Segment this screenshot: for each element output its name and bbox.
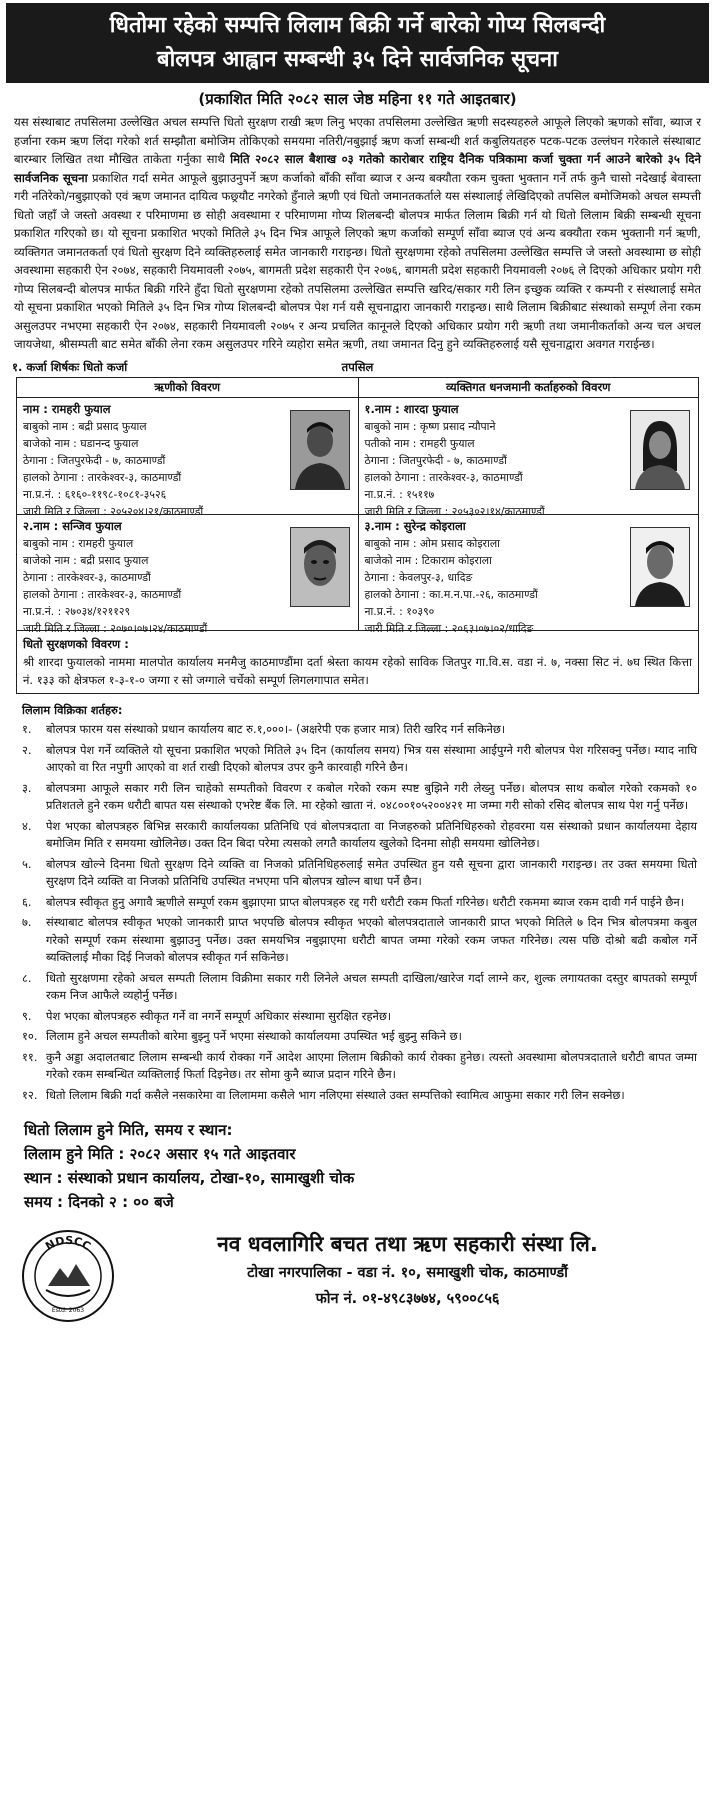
term-text: बोलपत्र पेश गर्ने व्यक्तिले यो सूचना प्रकाशित भएको मितिले ३५ दिन (कार्यालय समय) भित्र यस संस्थामा आईपुग्ने गरी बोलपत्र पेश गरिसक्नु पर्नेछ। म्याद नाघि आएको वा रित नपुगी आएको वा शर्त राखी दिएको बोलपत्र उपर कुनै कारवाही गरिने छैन। (46, 742, 697, 774)
svg-text:Estd. 2063: Estd. 2063 (51, 1307, 85, 1314)
term-number: ४. (22, 818, 32, 833)
collateral-title: धितो सुरक्षणको विवरण : (23, 636, 129, 651)
term-number: ८. (22, 970, 32, 985)
schedule-table (16, 377, 699, 694)
term-number: ६. (22, 894, 32, 909)
schedule-row-2 (17, 514, 698, 635)
publication-date: (प्रकाशित मिति २०८२ साल जेष्ठ महिना ११ गते आइतबार) (198, 90, 517, 108)
svg-text:NDSCC: NDSCC (43, 1233, 93, 1254)
term-item (22, 1028, 697, 1046)
organization-seal-logo (20, 1228, 116, 1324)
person-father: बाबुको नाम : रामहरी फुयाल (23, 536, 134, 550)
term-item (22, 914, 697, 967)
term-number: २. (22, 742, 32, 757)
person-issue-date: जारी मिति र जिल्ला : २०७०।०७।२४/काठमाण्डौं (23, 621, 208, 635)
term-text: बोलपत्र स्वीकृत हुनु अगावै ऋणीले सम्पूर्ण रकम बुझाएमा प्राप्त बोलपत्रहरु रद्द गरी धरौटी रकम फिर्ता गरिनेछ। धरौटी रकममा ब्याज रकम दावी गर्न पाईने छैन। (46, 894, 685, 909)
person-address: ठेगाना : तारकेश्वर-३, काठमाण्डौं (23, 570, 151, 584)
term-text: बोलपत्रमा आफूले सकार गरी लिन चाहेको सम्पतीको विवरण र कबोल गरेको रकम स्पष्ट बुझिने गरी लेख्नु पर्नेछ। बोलपत्र साथ कबोल गरेको रकमको १० प्रतिशतले हुने रकम धरौटी बापत यस संस्थाको एभरेष्ट बैंक लि. मा रहेको खाता नं. ०४८००१०५२००४२१ मा जम्मा गरी सोको रसिद बोलपत्र साथ पेश गर्नु पर्नेछ। (46, 780, 697, 812)
term-number: ९. (22, 1008, 32, 1023)
term-text: लिलाम हुने अचल सम्पतीको बारेमा बुझ्नु पर्ने भएमा संस्थाको कार्यालयमा उपस्थित भई बुझ्नु सकिने छ। (46, 1029, 462, 1043)
term-text: बोलपत्र खोल्ने दिनमा धितो सुरक्षण दिने व्यक्ति वा निजको प्रतिनिधिहरुलाई समेत उपस्थित हुन यसै सूचना द्वारा जानकारी गराइन्छ। तर उक्त समयमा धितो सुरक्षण दिने व्यक्ति वा निजको प्रतिनिधि उपस्थित नभएमा पनि बोलपत्र खोल्न बाधा पर्ने छैन। (46, 856, 697, 888)
organization-footer (20, 1228, 699, 1324)
person-photo (630, 527, 690, 607)
collateral-body: श्री शारदा फुयालको नाममा मालपोत कार्यालय मनमैजु काठमाण्डौंमा दर्ता श्रेस्ता कायम रहेको साविक जितपुर गा.वि.स. वडा नं. ७, नक्सा सिट नं. ७घ स्थित कित्ता नं. १३३ को क्षेत्रफल १-३-१-० जग्गा र सो जग्गाले चर्चेको सम्पूर्ण लिगलगापात समेत। (23, 654, 692, 687)
term-text: बोलपत्र फारम यस संस्थाको प्रधान कार्यालय बाट रु.१,०००।- (अक्षरेपी एक हजार मात्र) तिरी खरिद गर्न सकिनेछ। (46, 722, 506, 736)
term-number: १०. (22, 1029, 38, 1043)
person-grandfather: बाजेको नाम : टिकाराम कोइराला (364, 553, 492, 567)
person-issue-date: जारी मिति र जिल्ला : २०५२०४।२१/काठमाण्डौं (23, 504, 204, 518)
person-photo (290, 410, 350, 490)
term-item (22, 970, 697, 1005)
person-name: २.नाम : सन्जिव फुयाल (23, 518, 122, 533)
person-current-address: हालको ठेगाना : तारकेश्वर-३, काठमाण्डौं (364, 470, 523, 484)
term-item (22, 818, 697, 853)
person-photo (290, 527, 350, 607)
person-current-address: हालको ठेगाना : तारकेश्वर-३, काठमाण्डौं (23, 470, 182, 484)
person-citizenship-no: ना.प्र.नं. : १५११७ (364, 487, 435, 501)
tapsil-label: तपसिल (341, 359, 374, 374)
term-item (22, 780, 697, 815)
term-number: ७. (22, 915, 32, 929)
person-issue-date: जारी मिति र जिल्ला : २०५३०२।१४/काठमाण्डौं (364, 504, 545, 518)
header-line-2: बोलपत्र आह्वान सम्बन्धी ३५ दिने सार्वजनिक सूचना (157, 47, 558, 72)
terms-list (22, 721, 697, 1104)
person-address: ठेगाना : जितपुरफेदी - ७, काठमाण्डौं (23, 453, 166, 467)
term-item (22, 1049, 697, 1084)
person-current-address: हालको ठेगाना : तारकेश्वर-३, काठमाण्डौं (23, 587, 182, 601)
term-number: ३. (22, 780, 32, 795)
person-name: १.नाम : शारदा फुयाल (364, 401, 459, 416)
auction-place: स्थान : संस्थाको प्रधान कार्यालय, टोखा-१०, सामाखुशी चोक (24, 1169, 355, 1187)
person-father: बाबुको नाम : कृष्ण प्रसाद न्यौपाने (364, 419, 496, 433)
auction-date: लिलाम हुने मिति : २०८२ असार १५ गते आइतवार (24, 1145, 296, 1163)
auction-info (24, 1118, 695, 1214)
header-line-1: धितोमा रहेको सम्पत्ति लिलाम बिक्री गर्ने बारेको गोप्य सिलबन्दी (109, 13, 606, 38)
schedule-row-1 (17, 398, 698, 518)
term-number: १. (22, 722, 32, 736)
body-part-2: प्रकाशित गर्दा समेत आफूले बुझाउनुपर्ने ऋण कर्जाको बाँकी साँवा ब्याज र अन्य बक्यौता रकम चुक्ता भुक्तान गर्ने तर्फ कुनै चासो नदेखाई बेवास्ता गरी नतिरेको/नबुझाएको एवं ऋण जमानत दायित्व फछ्र्यौट नगरेको हुँनाले ऋणी एवं धितो जमानतकर्ताले यस संस्थालाई लेखिदिएको तपसिल बमोजिमको अचल सम्पत्ती धितो जहाँ जे जस्तो अवस्था र परिमाणमा छ सोही अवस्थामा र परिमाणमा गोप्य शिलबन्दी बोलपत्र मार्फत लिलाम बिक्री गर्न यो धितो लिलाम बिक्री सम्बन्धी सूचना प्रकाशित गरिएको छ। यो सूचना प्रकाशित भएको मितिले ३५ दिन भित्र आफूले लिएको ऋण कर्जाको सम्पूर्ण साँवा ब्याज एवं अन्य बक्यौता रकम भुक्तानी गर्न ऋणी, व्यक्तिगत जमानतकर्ता एवं धितो सुरक्षण दिने व्यक्तिहरुलाई समेत जानकारी गराइन्छ। धितो सुरक्षणमा रहेको तपसिलमा उल्लेखित सम्पत्ति जे जस्तो अवस्थामा छ सोही अवस्थामा सहकारी ऐन २०७४, सहकारी नियमावली २०७५, बागमती प्रदेश सहकारी ऐन २०७६, बागमती प्रदेश सहकारी नियमावली २०७६ ले दिएको अधिकार प्रयोग गरी गोप्य सिलबन्दी बोलपत्र मार्फत बिक्री गरिने हुँदा धितो सुरक्षणमा रहेको तपसिलमा उल्लेखित सम्पत्ति खरिद/सकार गरी लिन इच्छुक व्यक्ति र कम्पनी र संस्थालाई समेत यो सूचना प्रकाशित भएको मितिले ३५ दिन भित्र गोप्य शिलबन्दी बोलपत्र पेश गर्न यसै सूचनाद्वारा जानकारी गराइन्छ। साथै लिलाम बिक्रीबाट संस्थाको सम्पूर्ण लेना रकम असुलउपर नभएमा सहकारी ऐन २०७४, सहकारी नियमावली २०७५ र अन्य प्रचलित कानूनले दिएको अधिकार प्रयोग गरी ऋणी तथा जमानीकर्ताको अन्य चल अचल जायजेथा, श्रीसम्पती बाट समेत बाँकी लेना रकम असुलउपर गरिने व्यहोरा समेत ऋणी, तथा जमानत दिनु हुने व्यक्तिहरुलाई यसै सूचनाद्वारा अवगत गराईन्छ। (14, 170, 701, 351)
schedule-heading (12, 360, 703, 375)
terms-title: लिलाम विक्रिका शर्तहरु: (22, 702, 123, 717)
person-card (17, 514, 358, 635)
term-text: पेश भएका बोलपत्रहरु बिभिन्न सरकारी कार्यालयका प्रतिनिधि एवं बोलपत्रदाता वा निजहरुको प्रतिनिधिहरुको रोहवरमा यस संस्थाको प्रधान कार्यालयमा देहाय बमोजिम मिति र समयमा खोलिनेछ। उक्त दिन बिदा परेमा त्यसको लगतै कार्यालय खुलेको दिनमा सोही समयमा खोलिनेछ। (46, 818, 697, 850)
term-item (22, 894, 697, 912)
person-issue-date: जारी मिति र जिल्ला : २०६३।०७।०२/धादिङ (364, 621, 534, 635)
term-item (22, 856, 697, 891)
person-spouse: पतीको नाम : रामहरी फुयाल (364, 436, 475, 450)
organization-block (116, 1228, 699, 1312)
term-item (22, 1087, 697, 1105)
guarantor-column-head: व्यक्तिगत धनजमानी कर्ताहरुको विवरण (358, 378, 699, 398)
auction-time: समय : दिनको २ : ०० बजे (24, 1193, 174, 1211)
notice-body (14, 113, 701, 354)
schedule-header-row (17, 378, 698, 398)
term-number: १२. (22, 1087, 38, 1102)
term-number: ११. (22, 1049, 38, 1064)
person-name: नाम : रामहरी फुयाल (23, 401, 111, 416)
person-citizenship-no: ना.प्र.नं. : ६१६०-११९८-१०८१-३५२६ (23, 487, 167, 501)
body-part-1: यस संस्थाबाट तपसिलमा उल्लेखित अचल सम्पत्ति धितो सुरक्षण राखी ऋण लिनु भएका तपसिलमा उल्लेखित ऋणी सदस्यहरुले आफूले लिएको ऋणको साँवा, ब्याज र हर्जाना रकम ऋण लिंदा गरेको शर्त सम्झौता बमोजिम तोकिएको समयमा नतिरी/नबुझाई ऋण कर्जा सम्बन्धी शर्त कबुलियतहरु पटक-पटक उल्लंघन गरेकाले संस्थाबाट बारम्बार लिखित तथा मौखित ताकेता गर्नुका साथै (14, 115, 701, 166)
person-father: बाबुको नाम : ओम प्रसाद कोइराला (364, 536, 500, 550)
organization-phone: फोन नं. ०१-४९८३७७४, ५९००८५६ (315, 1291, 500, 1307)
term-text: संस्थाबाट बोलपत्र स्वीकृत भएको जानकारी प्राप्त भएपछि बोलपत्र स्वीकृत भएको बोलपत्रदाताले जानकारी प्राप्त भएको मितिले ७ दिन भित्र बोलपत्रमा कबुल गरेको सम्पूर्ण रकम संस्थामा बुझाउनु पर्नेछ। उक्त समयभित्र नबुझाएमा धरौटी बापत जम्मा गरेको रकम जफत गरिनेछ। त्यस पछि दोश्रो बढी कबोल गर्ने ब्यक्तिलाई मौका दिई निजको बोलपत्र स्वीकृत गर्न सकिनेछ। (46, 915, 697, 964)
person-address: ठेगाना : केवलपुर-३, धादिङ (364, 570, 473, 584)
body-bold-part: मिति २०८२ साल बैशाख ०३ गतेको कारोबार राष्ट्रिय दैनिक पत्रिकामा कर्जा चुक्ता गर्न आउने बारेको ३५ दिने सार्वजनिक सूचना (14, 152, 701, 185)
term-item (22, 1008, 697, 1026)
term-item (22, 721, 697, 739)
term-text: कुनै अड्डा अदालतबाट लिलाम सम्बन्धी कार्य रोक्का गर्ने आदेश आएमा लिलाम बिक्रीको कार्य रोक्का हुनेछ। त्यस्तो अवस्थामा बोलपत्रदाताले धरौटी बापत जम्मा गरेको रकम सम्बन्धित व्यक्तिलाई फिर्ता दिइनेछ। तर सोमा कुनै ब्याज प्रदान गरिने छैन। (46, 1049, 697, 1081)
person-card (358, 398, 699, 518)
organization-name: नव धवलागिरि बचत तथा ऋण सहकारी संस्था लि. (217, 1232, 598, 1256)
person-name: ३.नाम : सुरेन्द्र कोइराला (364, 518, 466, 533)
person-grandfather: बाजेको नाम : घडानन्द फुयाल (23, 436, 139, 450)
person-current-address: हालको ठेगाना : का.म.न.पा.-२६, काठमाण्डौं (364, 587, 538, 601)
person-citizenship-no: ना.प्र.नं. : १०३९० (364, 604, 435, 618)
person-father: बाबुको नाम : बद्री प्रसाद फुयाल (23, 419, 147, 433)
term-number: ५. (22, 856, 32, 871)
person-photo (630, 410, 690, 490)
term-text: धितो लिलाम बिक्री गर्दा कसैले नसकारेमा वा लिलाममा कसैले भाग नलिएमा संस्थाले उक्त सम्पत्तिको स्वामित्व आफुमा सकार गरी लिन सक्नेछ। (46, 1087, 625, 1102)
person-grandfather: बाजेको नाम : बद्री प्रसाद फुयाल (23, 553, 149, 567)
person-address: ठेगाना : जितपुरफेदी - ७, काठमाण्डौं (364, 453, 507, 467)
person-citizenship-no: ना.प्र.नं. : २७०३४/१२११२९ (23, 604, 131, 618)
auction-terms (22, 702, 697, 1105)
loan-title: १. कर्जा शिर्षकः धितो कर्जा (12, 359, 128, 374)
notice-header (6, 3, 709, 83)
term-item (22, 742, 697, 777)
organization-address: टोखा नगरपालिका - वडा नं. १०, समाखुशी चोक, काठमाण्डौं (247, 1265, 568, 1281)
term-text: धितो सुरक्षणमा रहेको अचल सम्पती लिलाम विक्रीमा सकार गरी लिनेले अचल सम्पती दाखिला/खारेज गर्दा लाग्ने कर, शुल्क लगायतका दस्तुर बापतको सम्पूर्ण रकम निज आफैले व्यहोर्नु पर्नेछ। (46, 970, 697, 1002)
borrower-column-head: ऋणीको विवरण (17, 378, 358, 398)
collateral-details (17, 630, 698, 693)
auction-title: धितो लिलाम हुने मिति, समय र स्थान: (24, 1121, 233, 1139)
term-text: पेश भएका बोलपत्रहरु स्वीकृत गर्ने वा नगर्ने सम्पूर्ण अधिकार संस्थामा सुरक्षित रहनेछ। (46, 1008, 392, 1023)
person-card (358, 514, 699, 635)
person-card (17, 398, 358, 518)
